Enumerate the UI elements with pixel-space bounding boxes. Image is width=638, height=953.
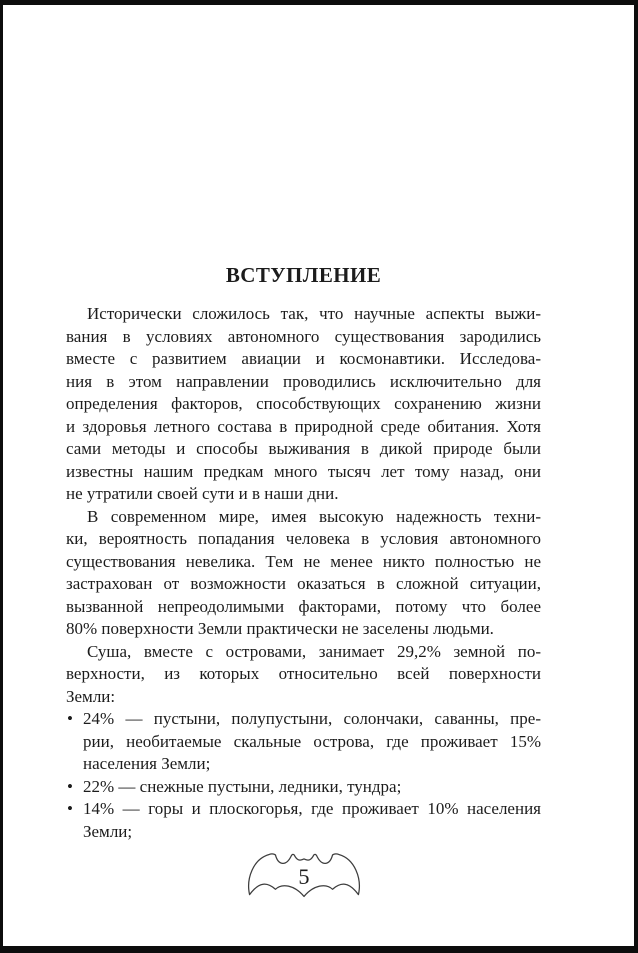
text-line: 14% — горы и плоскогорья, где проживает 10% населения: [83, 799, 541, 818]
bullet-marker-icon: •: [67, 776, 73, 796]
bat-icon: [246, 848, 362, 902]
paragraph: [66, 506, 541, 641]
list-item: [66, 708, 541, 776]
text-line: вызванной непреодолимыми факторами, потому что более: [66, 596, 541, 616]
page-footer-ornament: [66, 848, 541, 902]
text-line: вания в условиях автономного существования зародились: [66, 326, 541, 346]
bullet-marker-icon: •: [67, 799, 73, 818]
list-item: [66, 798, 541, 843]
text-line: Земли:: [66, 686, 116, 706]
chapter-title: ВСТУПЛЕНИЕ: [225, 263, 382, 287]
text-line: известны нашим предкам много тысяч лет тому назад, они: [66, 461, 541, 481]
text-line: застрахован от возможности оказаться в сложной ситуации,: [66, 574, 541, 593]
text-line: существования невелика. Тем не менее никто полностью не: [66, 551, 541, 571]
text-line: сами методы и способы выживания в дикой природе были: [66, 439, 541, 458]
text-line: 22% — снежные пустыни, ледники, тундра;: [83, 776, 402, 796]
text-line: вместе с развитием авиации и космонавтики. Исследова-: [66, 349, 541, 368]
text-line: ки, вероятность попадания человека в условия автономного: [66, 529, 541, 548]
text-line: Исторически сложилось так, что научные аспекты выжи-: [87, 304, 541, 323]
text-block: [66, 262, 541, 902]
paragraph: [66, 641, 541, 709]
text-line: Земли;: [83, 821, 133, 841]
text-line: не утратили своей сути и в наши дни.: [66, 484, 339, 503]
bullet-marker-icon: •: [67, 709, 73, 728]
text-line: Суша, вместе с островами, занимает 29,2% земной по-: [87, 641, 541, 661]
paragraph: [66, 303, 541, 506]
text-line: определения факторов, способствующих сохранению жизни: [66, 394, 541, 413]
text-line: В современном мире, имея высокую надежность техни-: [87, 506, 541, 526]
text-line: ния в этом направлении проводились исключительно для: [66, 371, 541, 391]
text-line: и здоровья летного состава в природной среде обитания. Хотя: [66, 416, 541, 436]
text-line: 80% поверхности Земли практически не заселены людьми.: [66, 619, 494, 638]
text-line: рии, необитаемые скальные острова, где проживает 15%: [83, 731, 541, 751]
text-line: населения Земли;: [83, 754, 211, 773]
text-line: 24% — пустыни, полупустыни, солончаки, саванны, пре-: [83, 709, 541, 728]
text-line: верхности, из которых относительно всей поверхности: [66, 664, 541, 683]
list-item: [66, 776, 541, 799]
page-number: 5: [297, 863, 310, 889]
book-page: [3, 5, 634, 946]
